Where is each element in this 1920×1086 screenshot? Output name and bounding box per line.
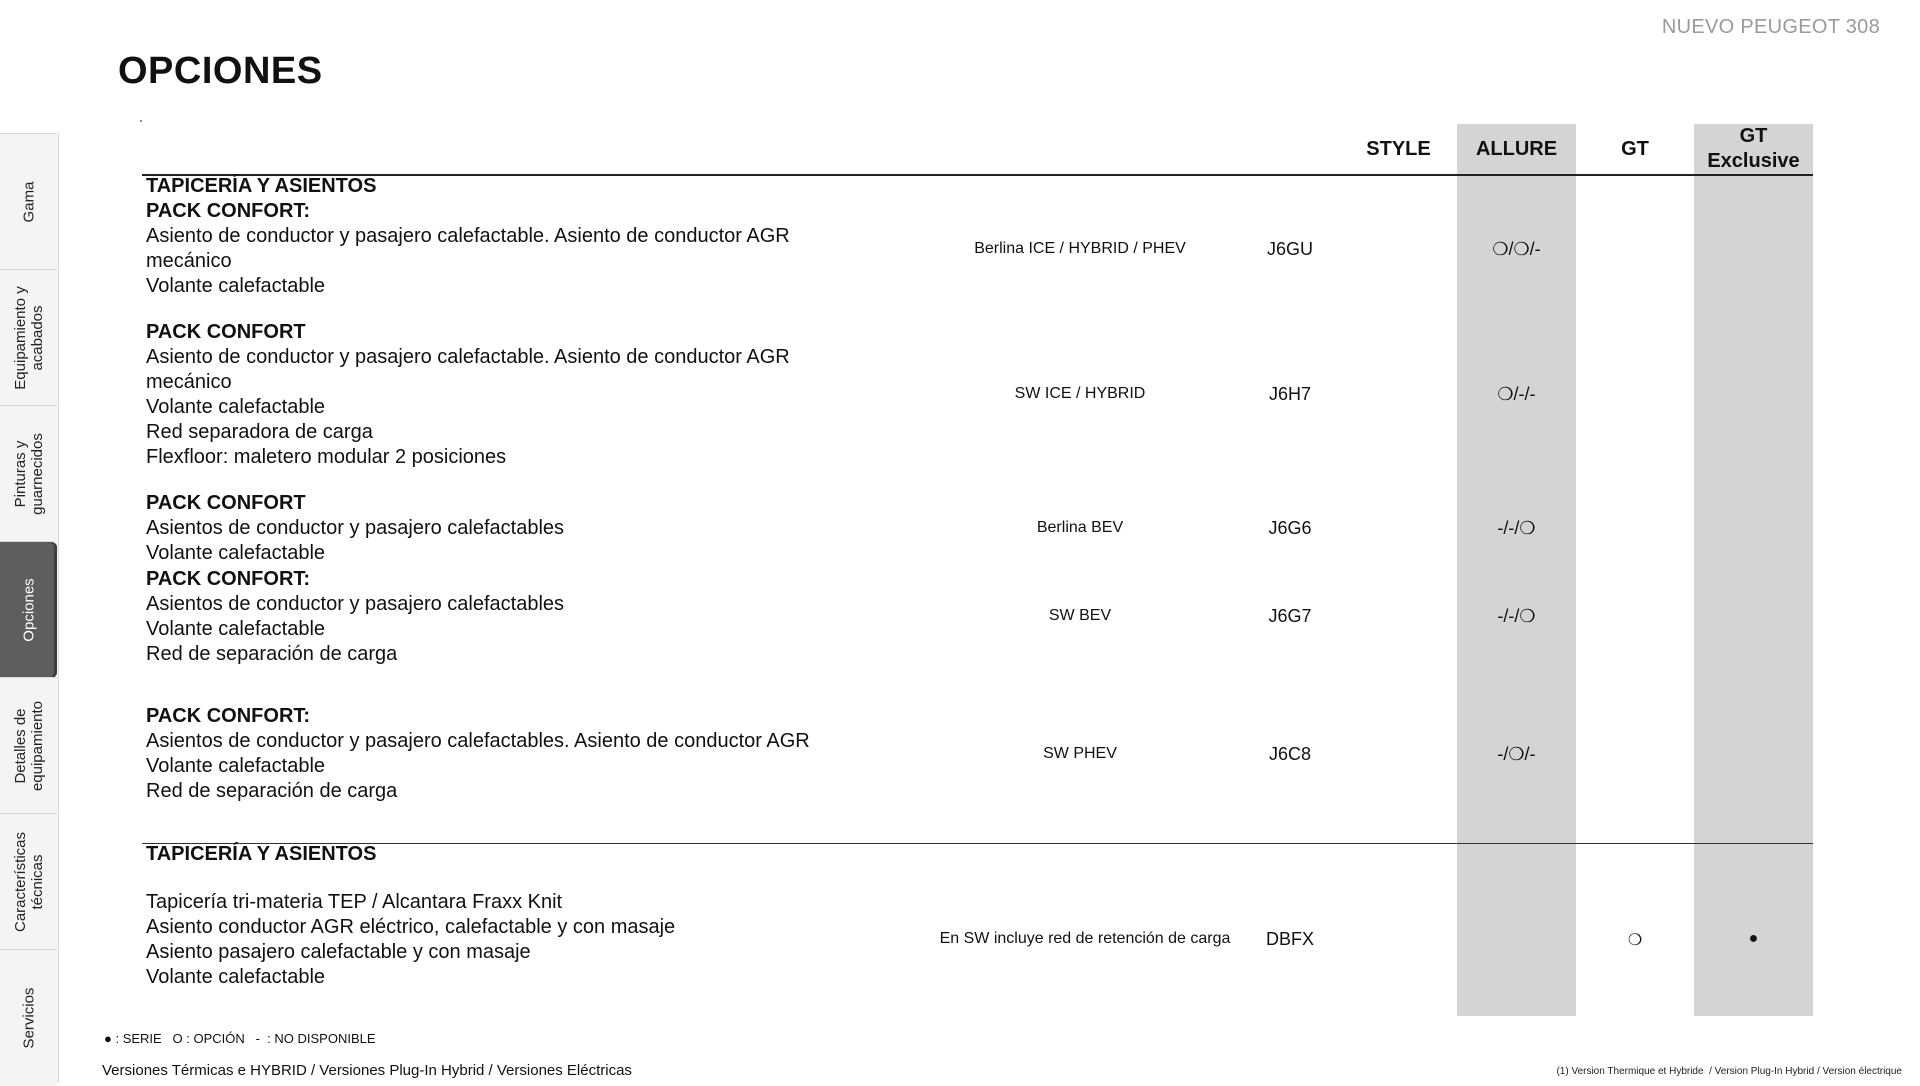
option-code: J6G6 [1268,518,1312,538]
sidebar-item-label: Gama [20,181,37,223]
page-title: OPCIONES [118,50,323,92]
variant-label: En SW incluye red de retención de carga [939,930,1231,947]
option-lines: Asientos de conductor y pasajero calefactables Volante calefactable [146,517,565,564]
column-header-gt: GT [1621,138,1649,160]
sidebar-item-label: Detalles de equipamiento [11,700,46,792]
divider-dot [140,120,142,122]
sidebar-item-gama[interactable] [0,133,57,270]
option-lines: Asientos de conductor y pasajero calefactables Volante calefactable Red de separación de carga [146,593,565,665]
allure-value: ❍/-/- [1497,384,1536,404]
variant-label: SW ICE / HYBRID [1014,385,1146,402]
variant-label: Berlina ICE / HYBRID / PHEV [974,240,1186,257]
sidebar-item-caracteristicas[interactable] [0,813,57,950]
column-header-gt-exclusive-line1: GT [1739,125,1768,147]
column-header-gt-exclusive [1694,124,1813,174]
option-code: J6H7 [1268,384,1312,404]
variant-label: Berlina BEV [1036,519,1124,536]
legend: ● : SERIE O : OPCIÓN - : NO DISPONIBLE [104,1031,376,1046]
option-description [146,704,810,804]
sidebar-item-label: Servicios [20,987,37,1049]
sidebar-item-pinturas[interactable] [0,405,57,542]
section-heading: TAPICERÍA Y ASIENTOS [146,175,377,197]
option-code: J6G7 [1268,606,1312,626]
variant-label: SW BEV [1048,607,1112,624]
column-header-style: STYLE [1366,138,1431,160]
pack-title: PACK CONFORT [146,321,306,343]
sidebar-item-label: Opciones [20,578,37,642]
option-code: DBFX [1265,929,1314,949]
option-code: J6GU [1266,239,1313,259]
sidebar-item-detalles[interactable] [0,677,57,814]
option-description [146,567,564,667]
allure-value: ❍/❍/- [1492,239,1541,259]
column-header-allure: ALLURE [1475,138,1558,160]
column-header-gt-exclusive-line2: Exclusive [1707,150,1800,172]
sidebar-item-label: Características técnicas [11,831,46,933]
pack-title: PACK CONFORT: [146,705,311,727]
option-lines: Asiento de conductor y pasajero calefactable. Asiento de conductor AGR mecánico Volante calefactable [146,225,790,297]
pack-title: PACK CONFORT [146,492,306,514]
pack-title: PACK CONFORT: [146,568,311,590]
variant-label: SW PHEV [1043,745,1117,762]
gt-value: ❍ [1627,932,1643,949]
brand-label: NUEVO PEUGEOT 308 [1661,16,1880,38]
allure-value: -/❍/- [1497,744,1536,764]
versions-note: Versiones Térmicas e HYBRID / Versiones Plug-In Hybrid / Versiones Eléctricas [102,1062,632,1079]
footnote: (1) Version Thermique et Hybride / Version Plug-In Hybrid / Version électrique [1556,1066,1902,1077]
option-lines: Tapicería tri-materia TEP / Alcantara Fraxx Knit Asiento conductor AGR eléctrico, calefactable y con masaje Asiento pasajero calefactable y con masaje Volante calefactable [146,891,676,988]
option-lines: Asiento de conductor y pasajero calefactable. Asiento de conductor AGR mecánico Volante calefactable Red separadora de carga Flexfloor: maletero modular 2 posiciones [146,346,790,468]
gt-exclusive-column-bg [1694,124,1813,1016]
section-heading: TAPICERÍA Y ASIENTOS [146,843,377,865]
option-lines: Asientos de conductor y pasajero calefactables. Asiento de conductor AGR Volante calefactable Red de separación de carga [146,730,810,802]
option-description [146,174,790,299]
option-description [146,320,790,470]
sidebar-item-servicios[interactable] [0,949,57,1086]
sidebar-item-label: Equipamiento y acabados [11,286,46,390]
sidebar-item-equipamiento[interactable] [0,269,57,406]
gt-exclusive-value: ● [1748,930,1759,947]
pack-title: PACK CONFORT: [146,200,311,222]
option-code: J6C8 [1268,744,1312,764]
section-rule [142,843,1813,844]
option-description [146,491,564,566]
sidebar-item-label: Pinturas y guarnecidos [11,433,46,515]
allure-value: -/-/❍ [1497,518,1536,538]
sidebar-nav [0,133,59,1083]
allure-value: -/-/❍ [1497,606,1536,626]
sidebar-item-opciones[interactable] [0,541,57,678]
